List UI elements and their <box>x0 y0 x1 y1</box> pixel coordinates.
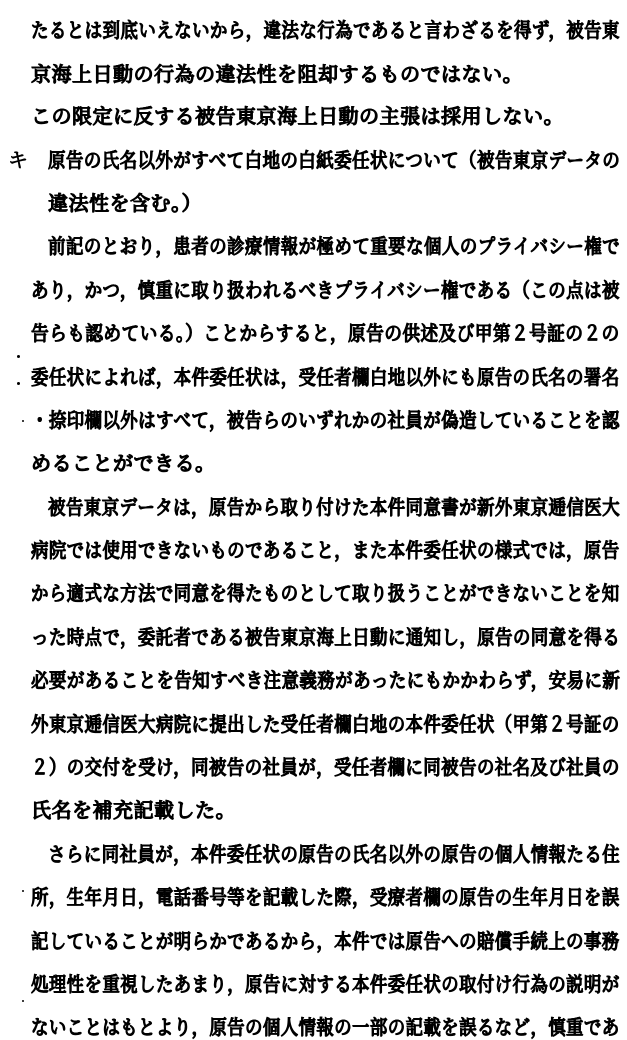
text-line: 所，生年月日，電話番号等を記載した際，受療者欄の原告の生年月日を誤 <box>31 885 620 909</box>
text-line: から適式な方法で同意を得たものとして取り扱うことができないことを知 <box>31 581 620 605</box>
text-line: たるとは到底いえないから，違法な行為であると言わざるを得ず，被告東 <box>31 18 620 42</box>
section-heading: 違法性を含む。） <box>48 191 202 215</box>
scan-speck <box>22 890 24 892</box>
text-line: あり，かつ，慎重に取り扱われるべきプライバシー権である（この点は被 <box>31 278 620 302</box>
text-line: 外東京逓信医大病院に提出した受任者欄白地の本件委任状（甲第２号証の <box>31 712 620 736</box>
text-line: 氏名を補充記載した。 <box>31 798 236 822</box>
text-line: さらに同社員が，本件委任状の原告の氏名以外の原告の個人情報たる住 <box>48 842 621 866</box>
scan-speck <box>22 1000 24 1002</box>
text-line: った時点で，委託者である被告東京海上日動に通知し，原告の同意を得る <box>31 625 621 649</box>
scan-speck <box>17 355 20 358</box>
text-line: 病院では使用できないものであること，また本件委任状の様式では，原告 <box>31 538 620 562</box>
text-line: 京海上日動の行為の違法性を阻却するものではない。 <box>31 62 523 86</box>
text-line: ないことはもとより，原告の個人情報の一部の記載を誤るなど，慎重であ <box>31 1015 620 1039</box>
scan-speck <box>17 382 20 385</box>
text-line: ・捺印欄以外はすべて，被告らのいずれかの社員が偽造していることを認 <box>31 408 620 432</box>
text-line: 処理性を重視したあまり，原告に対する本件委任状の取付け行為の説明が <box>31 972 620 996</box>
scan-speck <box>22 420 24 422</box>
text-line: 告らも認めている。）ことからすると，原告の供述及び甲第２号証の２の <box>31 321 620 345</box>
text-line: 記していることが明らかであるから，本件では原告への賠償手続上の事務 <box>31 929 620 953</box>
text-line: ２）の交付を受け，同被告の社員が，受任者欄に同被告の社名及び社員の <box>31 755 620 779</box>
item-marker: キ <box>8 148 28 172</box>
text-line: 前記のとおり，患者の診療情報が極めて重要な個人のプライバシー権で <box>48 234 621 258</box>
text-line: 委任状によれば，本件委任状は，受任者欄白地以外にも原告の氏名の署名 <box>31 365 620 389</box>
section-heading: 原告の氏名以外がすべて白地の白紙委任状について（被告東京データの <box>48 148 621 172</box>
text-line: この限定に反する被告東京海上日動の主張は採用しない。 <box>31 104 564 128</box>
text-line: めることができる。 <box>31 451 216 475</box>
text-line: 必要があることを告知すべき注意義務があったにもかかわらず，安易に新 <box>31 668 621 692</box>
text-line: 被告東京データは，原告から取り付けた本件同意書が新外東京逓信医大 <box>48 495 621 519</box>
